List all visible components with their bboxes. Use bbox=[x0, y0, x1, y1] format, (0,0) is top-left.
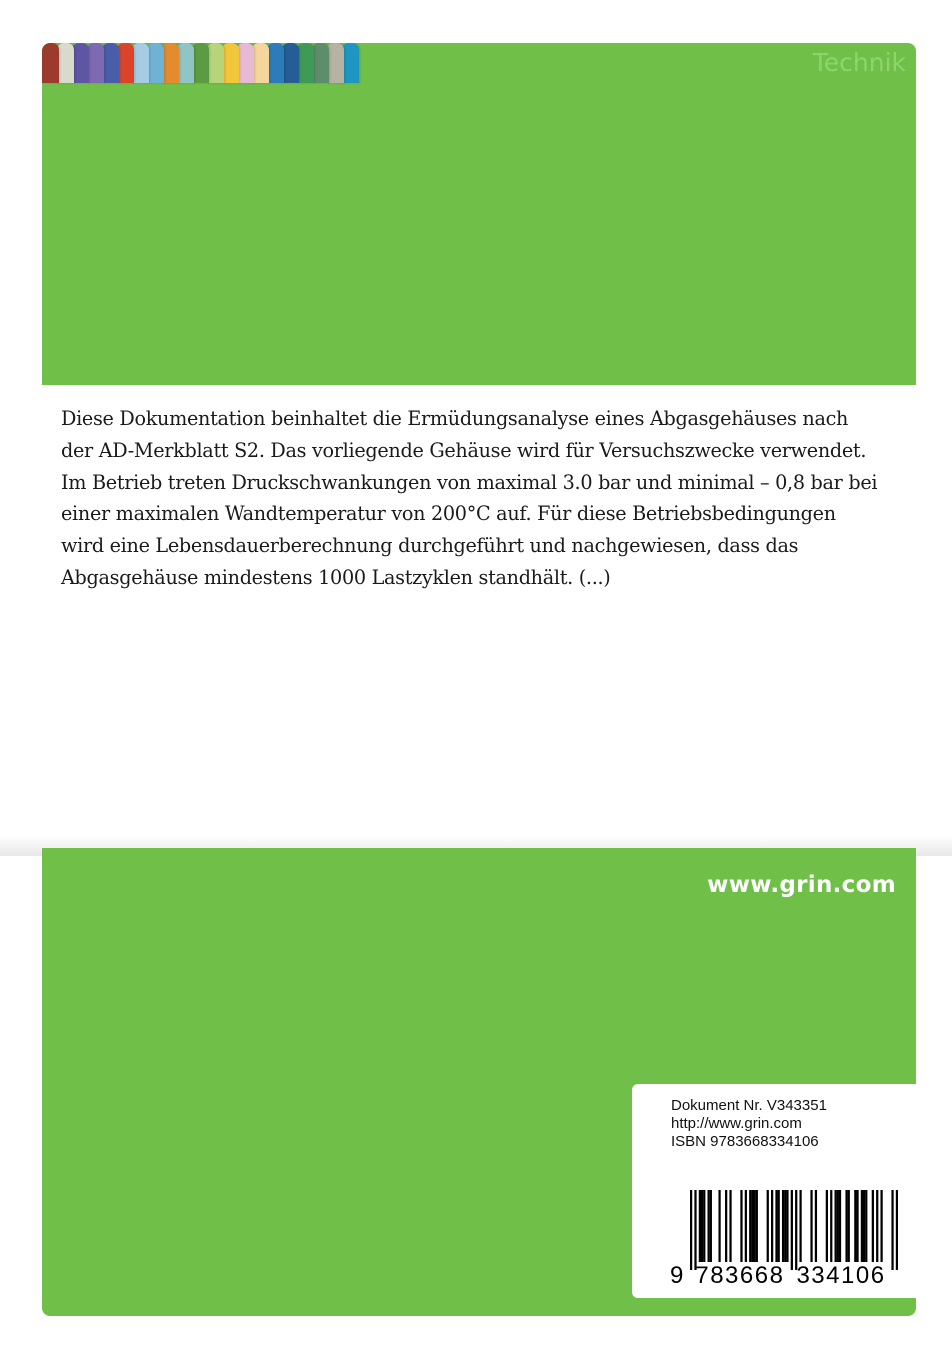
barcode-bar bbox=[830, 1190, 832, 1262]
barcode-bar bbox=[799, 1190, 801, 1262]
barcode-bar bbox=[815, 1190, 817, 1262]
color-tab bbox=[192, 43, 209, 83]
barcode bbox=[690, 1190, 898, 1270]
color-tab bbox=[102, 43, 119, 83]
barcode-bar bbox=[810, 1190, 812, 1262]
barcode-bar bbox=[725, 1190, 727, 1262]
barcode-bar bbox=[699, 1190, 701, 1262]
color-tab bbox=[42, 43, 59, 83]
blurb-text: Diese Dokumentation beinhaltet die Ermüdungsanalyse eines Abgasgehäuses nach der AD-Merkblatt S2. Das vorliegende Gehäuse wird für Versuchszwecke verwendet. Im Betrieb treten Druckschwankungen von maximal 3.0 bar und minimal – 0,8 bar bei einer maximalen Wandtemperatur von 200°C auf. Für diese Betriebsbedingungen wird eine Lebensdauerberechnung durchgeführt und nachgewiesen, dass das Abgasgehäuse mindestens 1000 Lastzyklen standhält. (...) bbox=[61, 407, 878, 589]
color-tab bbox=[72, 43, 89, 83]
barcode-bar bbox=[745, 1190, 747, 1262]
barcode-bar bbox=[872, 1190, 874, 1262]
cover-top-panel bbox=[42, 43, 916, 385]
barcode-bar bbox=[865, 1190, 867, 1262]
barcode-bar bbox=[771, 1190, 773, 1262]
barcode-bar bbox=[753, 1190, 755, 1262]
barcode-bar bbox=[708, 1190, 710, 1262]
barcode-first-digit: 9 bbox=[670, 1262, 684, 1289]
barcode-bar bbox=[710, 1190, 712, 1262]
barcode-bar bbox=[756, 1190, 758, 1262]
color-tab bbox=[162, 43, 179, 83]
color-tab bbox=[297, 43, 314, 83]
color-tab bbox=[132, 43, 149, 83]
barcode-bar bbox=[782, 1190, 784, 1262]
color-tab bbox=[147, 43, 164, 83]
color-tab bbox=[207, 43, 224, 83]
color-tab bbox=[57, 43, 74, 83]
color-tab bbox=[267, 43, 284, 83]
color-tab bbox=[117, 43, 134, 83]
barcode-bar bbox=[880, 1190, 882, 1262]
barcode-bar bbox=[775, 1190, 777, 1262]
barcode-bar bbox=[891, 1190, 893, 1270]
barcode-bar bbox=[701, 1190, 703, 1262]
cover-bottom-panel bbox=[42, 848, 916, 1316]
barcode-bar bbox=[795, 1190, 797, 1270]
barcode-bar bbox=[839, 1190, 841, 1262]
barcode-bar bbox=[861, 1190, 863, 1262]
document-link[interactable]: http://www.grin.com bbox=[671, 1115, 802, 1132]
barcode-bar bbox=[848, 1190, 850, 1262]
color-tab bbox=[177, 43, 194, 83]
barcode-bar bbox=[826, 1190, 828, 1262]
barcode-bar bbox=[703, 1190, 705, 1262]
category-label: Technik bbox=[812, 48, 906, 77]
barcode-bar bbox=[694, 1190, 696, 1270]
isbn-number: ISBN 9783668334106 bbox=[671, 1133, 819, 1150]
color-tab bbox=[222, 43, 239, 83]
barcode-bar bbox=[751, 1190, 753, 1262]
barcode-bar bbox=[856, 1190, 858, 1262]
barcode-group-2: 334106 bbox=[796, 1262, 886, 1289]
barcode-bar bbox=[749, 1190, 751, 1262]
color-tabs bbox=[42, 43, 357, 83]
barcode-bar bbox=[784, 1190, 786, 1262]
color-tab bbox=[282, 43, 299, 83]
barcode-bar bbox=[835, 1190, 837, 1262]
barcode-bar bbox=[876, 1190, 878, 1262]
barcode-bar bbox=[845, 1190, 847, 1262]
isbn-box bbox=[632, 1084, 916, 1298]
publisher-url[interactable]: www.grin.com bbox=[707, 872, 896, 898]
color-tab bbox=[87, 43, 104, 83]
barcode-bar bbox=[837, 1190, 839, 1262]
barcode-bar bbox=[778, 1190, 780, 1262]
barcode-bar bbox=[786, 1190, 788, 1262]
color-tab bbox=[312, 43, 329, 83]
barcode-bar bbox=[690, 1190, 692, 1270]
document-number: Dokument Nr. V343351 bbox=[671, 1097, 827, 1114]
barcode-bar bbox=[854, 1190, 856, 1262]
color-tab bbox=[252, 43, 269, 83]
barcode-bar bbox=[896, 1190, 898, 1270]
barcode-bar bbox=[740, 1190, 742, 1262]
color-tab bbox=[342, 43, 359, 83]
barcode-bar bbox=[718, 1190, 720, 1262]
barcode-digits bbox=[670, 1262, 900, 1290]
barcode-bar bbox=[791, 1190, 793, 1270]
color-tab bbox=[327, 43, 344, 83]
barcode-bar bbox=[767, 1190, 769, 1262]
barcode-bar bbox=[863, 1190, 865, 1262]
barcode-bar bbox=[729, 1190, 731, 1262]
barcode-group-1: 783668 bbox=[695, 1262, 785, 1289]
color-tab bbox=[237, 43, 254, 83]
